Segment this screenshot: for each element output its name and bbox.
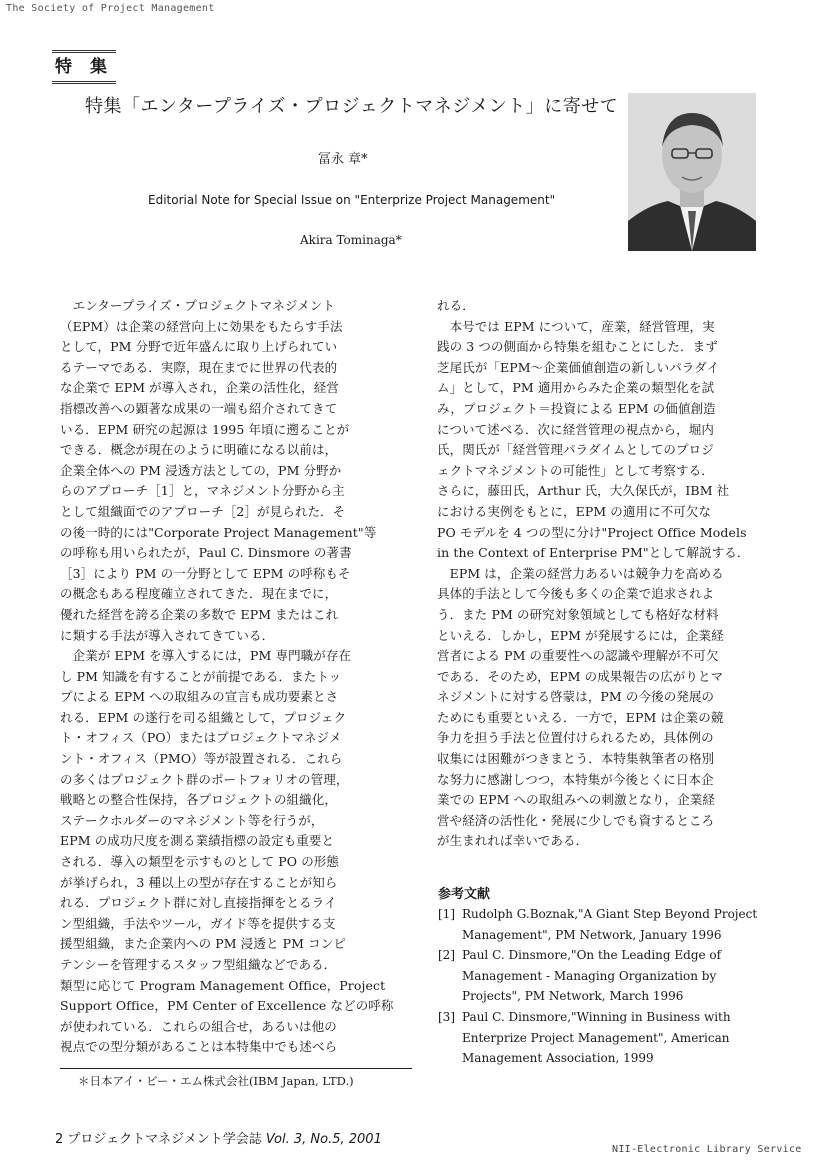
body-line: として，PM 分野で近年盛んに取り上げられてい [60, 339, 338, 355]
reference-item: [2] Paul C. Dinsmore,"On the Leading Edge of [438, 948, 722, 963]
body-line: 氏，関氏が「経営管理パラダイムとしてのプロジ [437, 442, 714, 458]
page-journal: 2 プロジェクトマネジメント学会誌 [55, 1132, 262, 1147]
body-line: 援型組織，また企業内への PM 浸透と PM コンピ [60, 936, 346, 952]
title-english: Editorial Note for Special Issue on "Enterprize Project Management" [148, 193, 556, 207]
volume-info: Vol. 3, No.5, 2001 [265, 1132, 382, 1147]
body-line: う．また PM の研究対象領域としても格好な材料 [437, 606, 719, 622]
body-line: が生まれれば幸いである． [437, 833, 589, 849]
body-line: である．そのため，EPM の成果報告の広がりとマ [437, 668, 724, 684]
author-english: Akira Tominaga* [300, 233, 402, 247]
body-line: み，プロジェクト＝投資による EPM の価値創造 [437, 400, 716, 416]
body-line: 企業全体への PM 浸透方法としての，PM 分野か [60, 462, 342, 478]
body-line: 企業が EPM を導入するには，PM 専門職が存在 [60, 648, 352, 664]
body-line: し PM 知識を有することが前提である．またトッ [60, 668, 342, 684]
body-line: EPM の成功尺度を測る業績指標の設定も重要と [60, 833, 335, 849]
body-line: における実例をもとに，EPM の適用に不可欠な [437, 503, 712, 519]
reference-item-continued: Enterprize Project Management", American [462, 1030, 730, 1045]
body-line: Support Office，PM Center of Excellence などの呼称 [60, 998, 394, 1014]
body-line: テンシーを管理するスタッフ型組織などである． [60, 957, 337, 972]
body-line: エンタープライズ・プロジェクトマネジメント [60, 298, 335, 313]
body-line: に類する手法が導入されてきている． [60, 627, 275, 643]
author-portrait [628, 93, 756, 251]
body-line: ステークホルダーのマネジメント等を行うが， [60, 812, 324, 828]
reference-item-continued: Management", PM Network, January 1996 [462, 927, 722, 942]
body-line: 営や経済の活性化・発展に少しでも資するところ [437, 812, 715, 828]
reference-item: [3] Paul C. Dinsmore,"Winning in Business with [438, 1009, 731, 1024]
body-line: 視点での型分類があることは本特集中でも述べら [60, 1039, 338, 1055]
reference-item: [1] Rudolph G.Boznak,"A Giant Step Beyond Project [438, 907, 758, 921]
body-line: な努力に感謝しつつ，本特集が今後とくに日本企 [437, 771, 714, 787]
portrait-photo-icon [628, 93, 756, 251]
body-line: らのアプローチ［1］と，マネジメント分野から主 [60, 483, 345, 499]
reference-item-continued: Management - Managing Organization by [462, 968, 717, 983]
body-line: 収集には困難がつきまとう．本特集執筆者の格別 [437, 751, 715, 767]
body-line: 争力を担う手法と位置付けられるため，具体例の [437, 730, 714, 746]
body-line: PO モデルを 4 つの型に分け"Project Office Models [437, 524, 747, 540]
body-line: といえる．しかし，EPM が発展するには，企業経 [437, 627, 724, 643]
references-title: 参考文献 [438, 887, 491, 902]
body-right-column [437, 296, 763, 852]
library-service-label: NII-Electronic Library Service [612, 1144, 802, 1155]
body-line: が使われている．これらの組合せ，あるいは他の [60, 1018, 337, 1034]
section-label: 特 集 [52, 50, 116, 84]
body-line: れる． [437, 298, 475, 313]
body-line: の多くはプロジェクト群のポートフォリオの管理， [60, 771, 349, 787]
body-line: 践の 3 つの側面から特集を組むことにした．まず [437, 339, 718, 355]
body-line: 営者による PM の重要性への認識や理解が不可欠 [437, 648, 719, 664]
page-footer [55, 1128, 382, 1147]
references-list [438, 904, 764, 1069]
body-line: について述べる．次に経営管理の視点から，堀内 [437, 421, 714, 437]
body-line: るテーマである．実際，現在までに世界の代表的 [60, 359, 338, 375]
affiliation-footnote: ＊日本アイ・ビー・エム株式会社(IBM Japan, LTD.) [78, 1074, 354, 1088]
author-japanese: 冨永 章* [318, 152, 368, 167]
body-line: として組織面でのアプローチ［2］が見られた．そ [60, 503, 346, 519]
title-japanese: 特集「エンタープライズ・プロジェクトマネジメント」に寄せて [85, 96, 619, 117]
body-line: な企業で EPM が導入され，企業の活性化，経営 [60, 380, 339, 396]
body-line: が挙げられ，3 種以上の型が存在することが知ら [60, 874, 338, 890]
body-line: in the Context of Enterprise PM"として解説する． [437, 545, 750, 561]
body-line: プによる EPM への取組みの宣言も成功要素とさ [60, 689, 339, 705]
body-line: の後一時的には"Corporate Project Management"等 [60, 524, 377, 540]
body-line: できる．概念が現在のように明確になる以前は， [60, 442, 338, 458]
body-left-column [60, 296, 410, 1058]
body-line: 具体的手法として今後も多くの企業で追求されよ [437, 586, 715, 602]
body-line: 芝尾氏が「EPM～企業価値創造の新しいパラダイ [437, 359, 720, 375]
reference-item-continued: Management Association, 1999 [462, 1051, 654, 1066]
body-line: の概念もある程度確立されてきた．現在までに， [60, 586, 338, 602]
footnote-divider [60, 1068, 412, 1069]
body-line: （EPM）は企業の経営向上に効果をもたらす手法 [60, 318, 343, 334]
body-line: ネジメントに対する啓蒙は，PM の今後の発展の [437, 689, 715, 705]
body-line: れる．EPM の遂行を司る組織として，プロジェク [60, 709, 347, 725]
body-line: いる．EPM 研究の起源は 1995 年頃に遡ることが [60, 421, 350, 437]
body-line: 業での EPM への取組みへの刺激となり，企業経 [437, 792, 715, 808]
body-line: れる．プロジェクト群に対し直接指揮をとるライ [60, 895, 337, 911]
body-line: さらに，藤田氏，Arthur 氏，大久保氏が，IBM 社 [437, 483, 730, 499]
body-line: ［3］により PM の一分野として EPM の呼称もそ [60, 565, 351, 581]
body-line: の呼称も用いられたが，Paul C. Dinsmore の著書 [60, 545, 352, 561]
body-line: 戦略との整合性保持，各プロジェクトの組織化， [60, 792, 337, 808]
society-header: The Society of Project Management [6, 3, 215, 14]
body-line: ン型組織，手法やツール，ガイド等を提供する支 [60, 915, 336, 931]
body-line: ム」として，PM 適用からみた企業の類型化を試 [437, 380, 715, 396]
body-line: 指標改善への顕著な成果の一端も紹介されてきて [60, 400, 338, 416]
body-line: ント・オフィス（PMO）等が設置される．これら [60, 751, 343, 767]
body-line: 本号では EPM について，産業，経営管理，実 [437, 318, 715, 334]
body-line: ためにも重要といえる．一方で，EPM は企業の競 [437, 709, 724, 725]
body-line: 類型に応じて Program Management Office，Project [60, 977, 386, 993]
body-line: ェクトマネジメントの可能性」として考察する． [437, 462, 714, 478]
body-line: 優れた経営を誇る企業の多数で EPM またはこれ [60, 606, 339, 622]
reference-item-continued: Projects", PM Network, March 1996 [462, 989, 684, 1004]
body-line: EPM は，企業の経営力あるいは競争力を高める [437, 565, 724, 581]
body-line: される．導入の類型を示すものとして PO の形態 [60, 854, 340, 870]
body-line: ト・オフィス（PO）またはプロジェクトマネジメ [60, 730, 342, 746]
